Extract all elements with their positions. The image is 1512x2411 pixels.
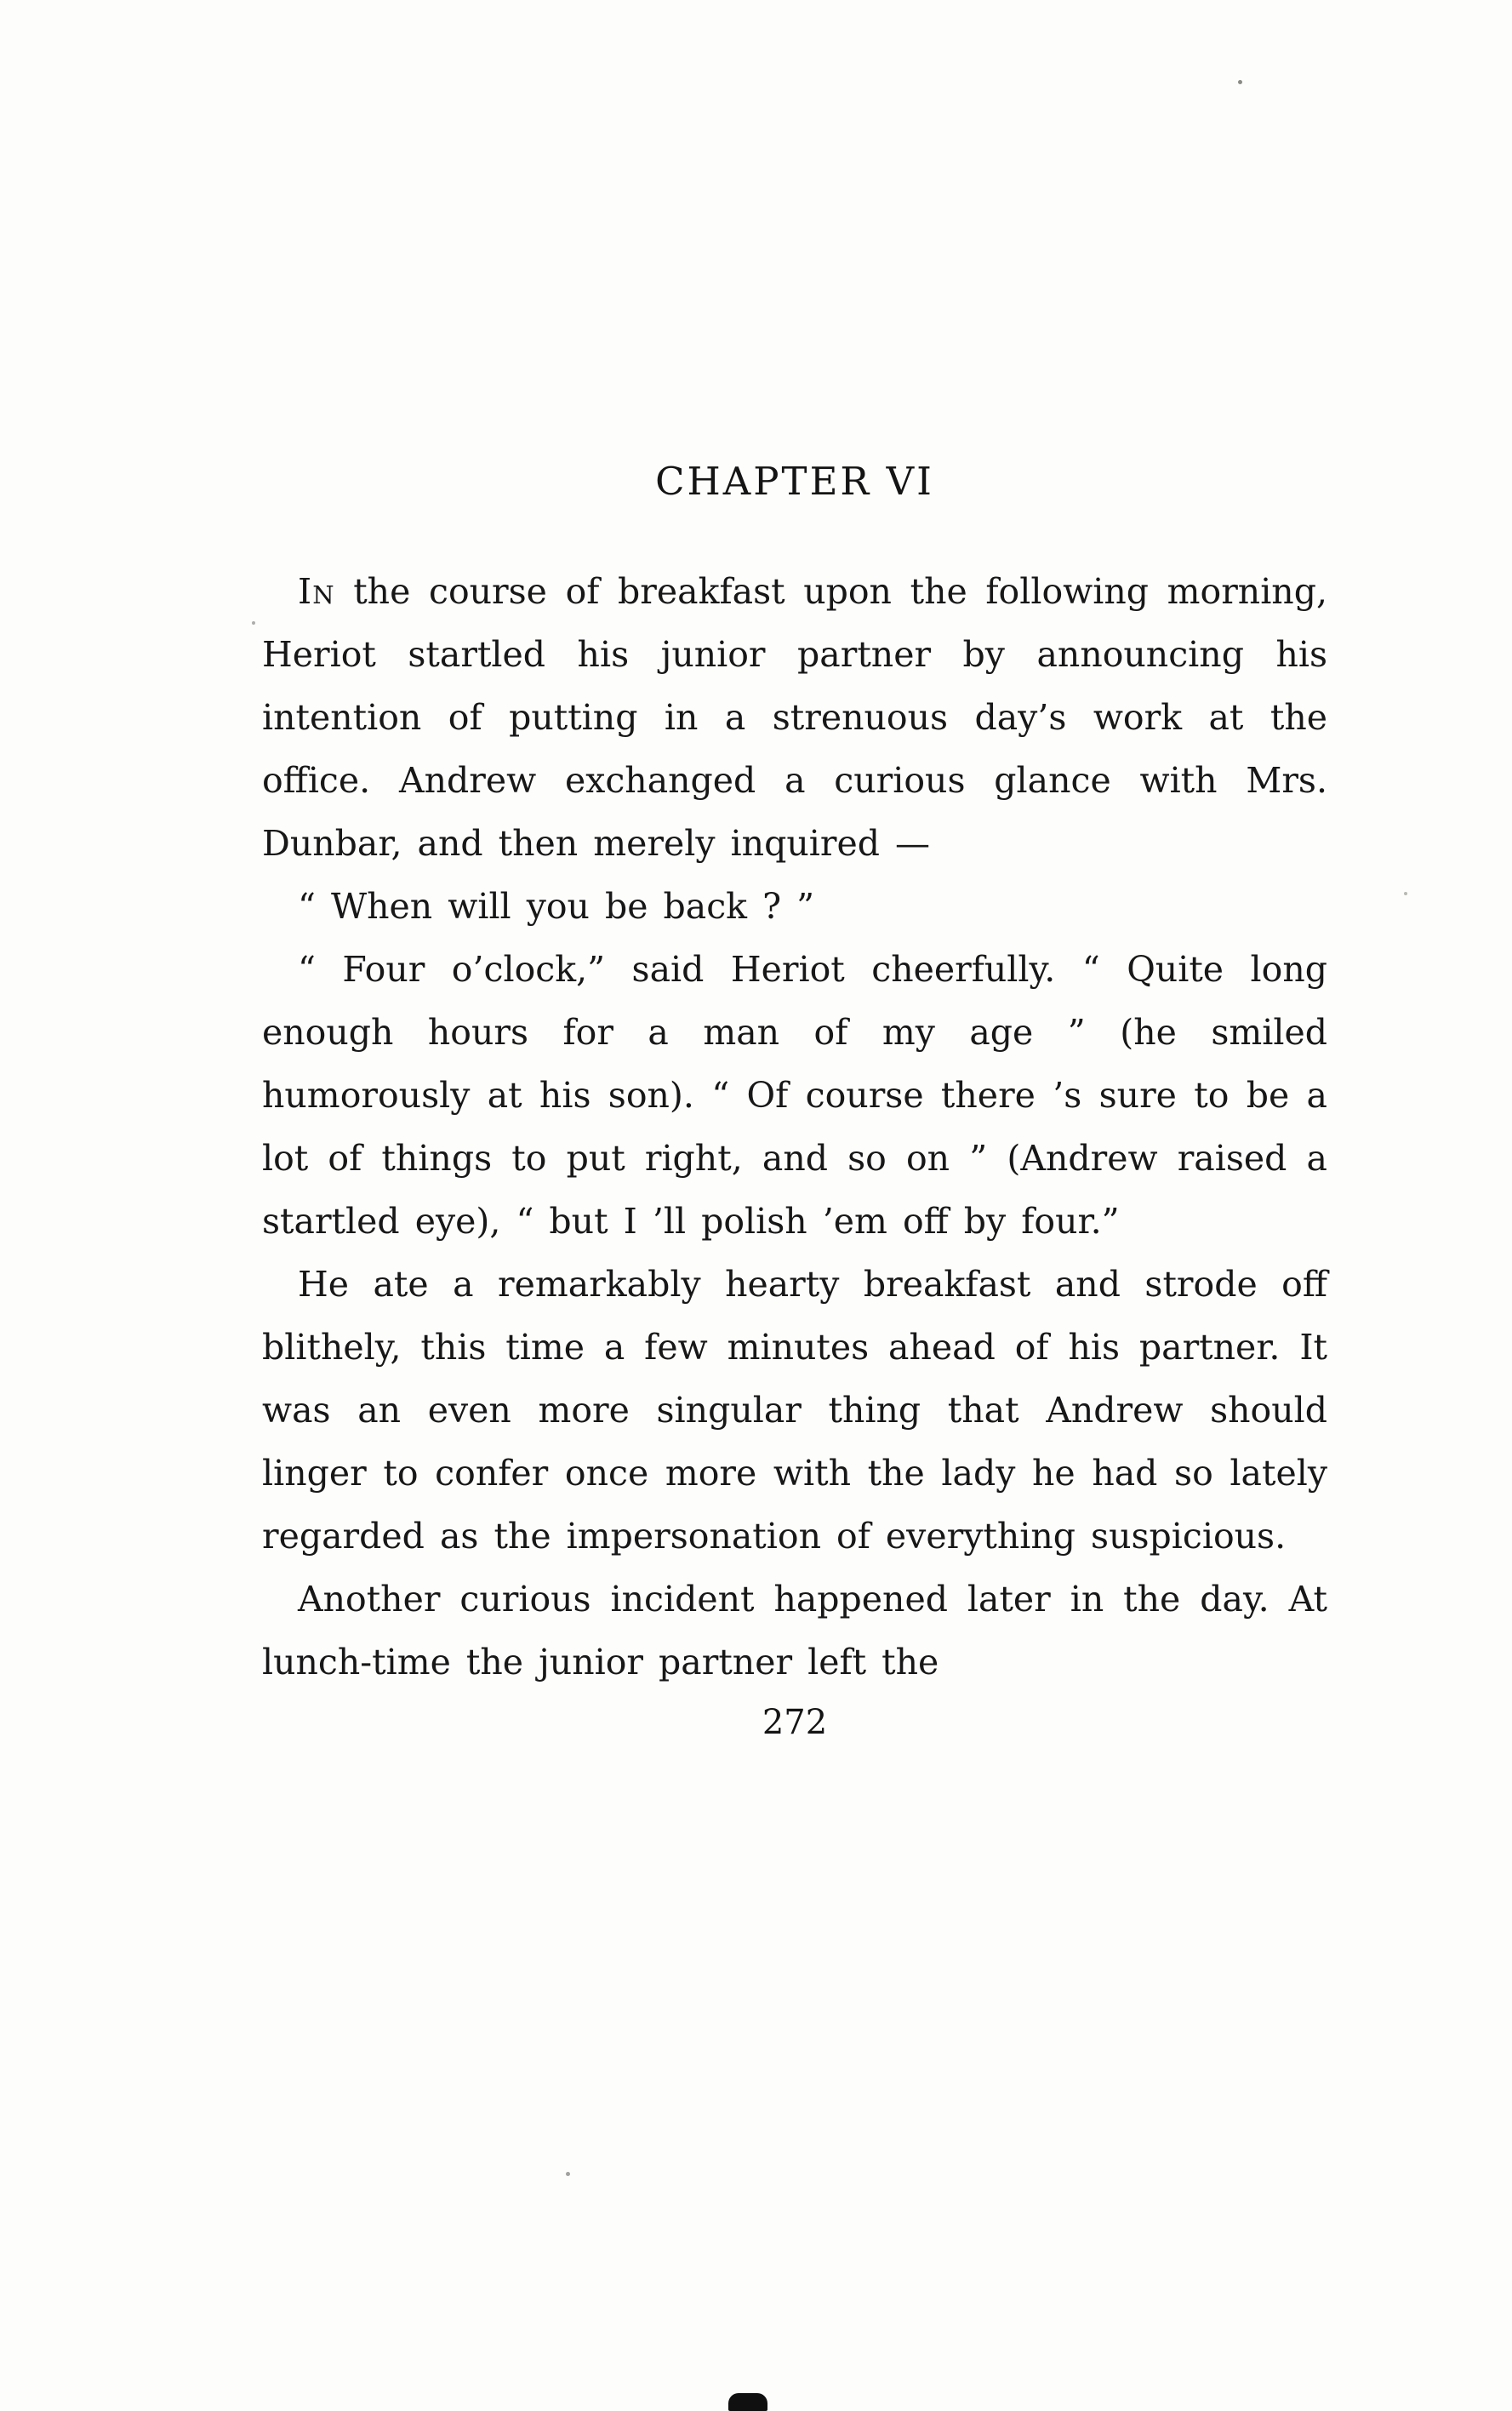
- scan-speck: [252, 621, 255, 625]
- text-block: [262, 460, 1327, 1748]
- chapter-title: CHAPTER VI: [655, 459, 934, 504]
- paragraphs-container: [262, 560, 1327, 1694]
- paragraph: He ate a remarkably hearty breakfast and strode off blithely, this time a few minutes ahead of his partner. It was an even more singular thing that Andrew should linger to confer once more with the lady he had so lately regarded as the impersonation of everything suspicious.: [262, 1264, 1327, 1557]
- scan-speck: [1404, 892, 1407, 895]
- small-caps-lead: In: [298, 571, 335, 612]
- scan-speck: [1238, 80, 1242, 84]
- paragraph: “ Four o’clock,” said Heriot cheerfully. “ Quite long enough hours for a man of my age ” (he smiled humorously at his son). “ Of course there ’s sure to be a lot of things to put right, and so on ” (Andrew raised a startled eye), “ but I ’ll polish ’em off by four.”: [262, 949, 1327, 1242]
- page-number: 272: [762, 1703, 828, 1742]
- scan-speck: [566, 2172, 570, 2176]
- scan-artifact-smudge: [728, 2393, 767, 2411]
- paragraph: Another curious incident happened later in the day. At lunch-time the junior partner left the: [262, 1579, 1327, 1683]
- paragraph: “ When will you be back ? ”: [298, 886, 815, 927]
- paragraph: In the course of breakfast upon the following morning, Heriot startled his junior partner by announcing his intention of putting in a strenuous day’s work at the office. Andrew exchanged a curious glance with Mrs. Dunbar, and then merely inquired —: [262, 571, 1327, 864]
